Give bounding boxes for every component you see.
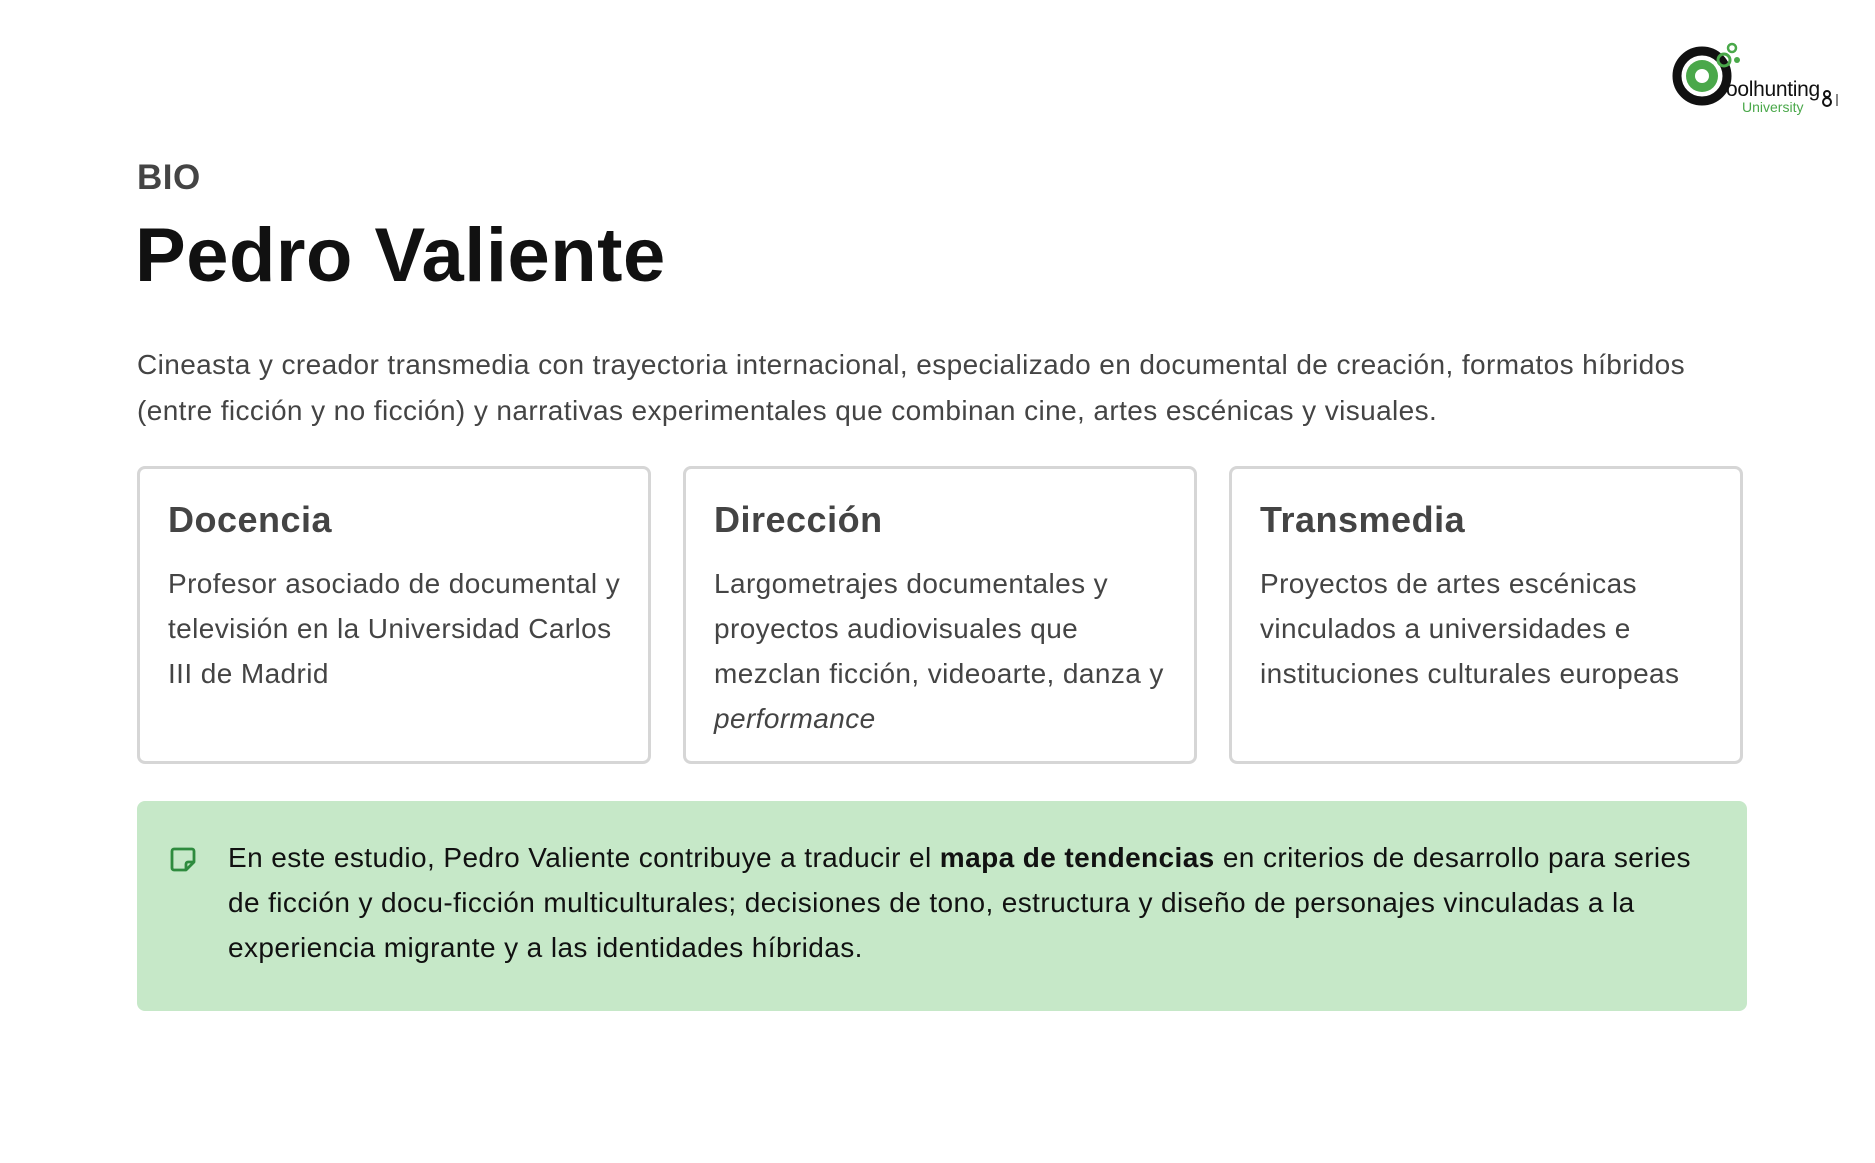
note-icon [169, 845, 197, 873]
callout-text-start: En este estudio, Pedro Valiente contribuye a traducir el [228, 842, 940, 873]
bio-lead-paragraph: Cineasta y creador transmedia con trayectoria internacional, especializado en documental de creación, formatos híbridos (entre ficción y no ficción) y narrativas experimentales que combinan cine, artes escénicas y visuales. [137, 349, 1685, 426]
callout-text-end: en criterios de desarrollo para series de ficción y docu-ficción multiculturales; decisiones de tono, estructura y diseño de personajes vinculadas a la experiencia migrante y a las identidades híbridas. [228, 842, 1691, 963]
coolhunting-university-logo [1670, 36, 1850, 126]
callout-text [228, 835, 1728, 970]
card-body-emphasis: performance [714, 703, 876, 734]
section-eyebrow: BIO [137, 158, 201, 197]
card-body: Profesor asociado de documental y televisión en la Universidad Carlos III de Madrid [168, 568, 621, 689]
study-contribution-callout [137, 801, 1747, 1011]
card-body-text: Largometrajes documentales y proyectos audiovisuales que mezclan ficción, videoarte, danza y [714, 568, 1164, 689]
card-body [714, 561, 1174, 741]
logo-sub-text: University [1742, 99, 1804, 115]
page-title: Pedro Valiente [135, 213, 666, 298]
card-title: Dirección [714, 499, 883, 540]
card-docencia [137, 466, 651, 764]
callout-text-bold: mapa de tendencias [939, 842, 1215, 873]
card-title: Docencia [168, 499, 333, 540]
card-title: Transmedia [1260, 499, 1466, 540]
card-transmedia [1229, 466, 1743, 764]
card-direccion [683, 466, 1197, 764]
logo-brand-text: oolhunting [1726, 78, 1820, 101]
card-body: Proyectos de artes escénicas vinculados a universidades e instituciones culturales europeas [1260, 568, 1680, 689]
